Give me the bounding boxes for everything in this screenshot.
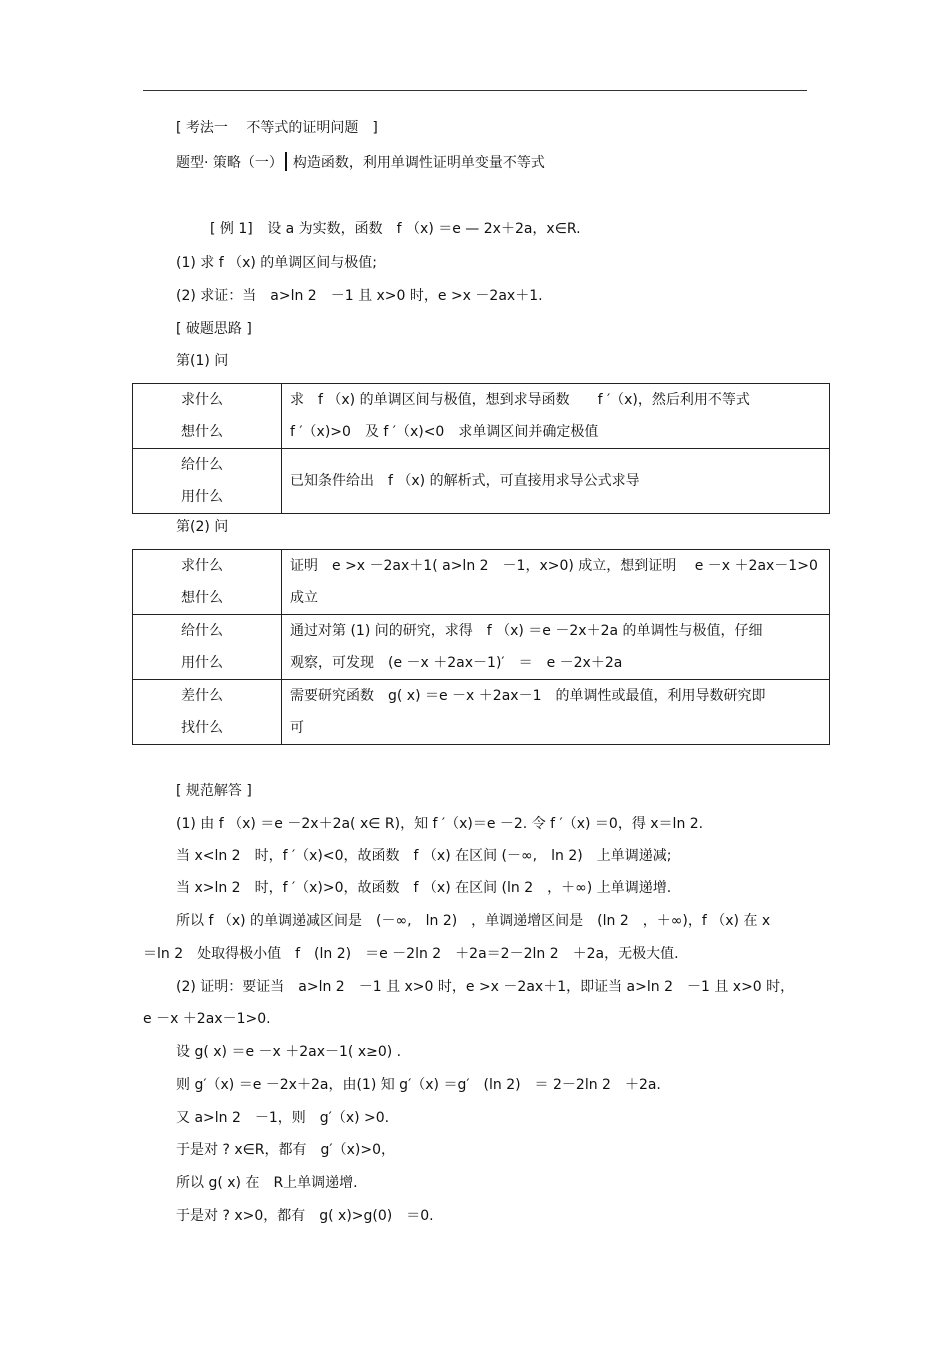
row-label: 找什么 — [181, 720, 223, 736]
row-label-cell — [133, 680, 282, 745]
solution-line: 所以 f （x) 的单调递减区间是 (－∞, ln 2) ，单调递增区间是 (ln 2 ，＋∞)，f （x) 在 x — [176, 913, 771, 929]
solution-line: (1) 由 f （x) ＝e －2x＋2a( x∈ R)，知 f ′（x)＝e －2. 令 f ′（x) ＝0，得 x＝ln 2. — [176, 816, 704, 832]
row-text: 通过对第 (1) 问的研究，求得 f （x) ＝e －2x＋2a 的单调性与极值，仔细 — [290, 623, 763, 639]
row-text: 需要研究函数 g( x) ＝e －x ＋2ax－1 的单调性或最值，利用导数研究即 — [290, 688, 766, 704]
row-content-cell — [282, 615, 830, 680]
analysis-table-1 — [132, 383, 830, 514]
example-line — [210, 220, 581, 238]
row-label: 想什么 — [181, 424, 223, 440]
strategy-prefix: 题型· 策略（一） — [176, 155, 283, 171]
row-text: 证明 e >x －2ax＋1( a>ln 2 －1，x>0) 成立，想到证明 e －x ＋2ax－1>0 — [290, 558, 818, 574]
solution-line: 设 g( x) ＝e －x ＋2ax－1( x≥0) . — [176, 1044, 402, 1060]
strategy-divider — [285, 152, 287, 171]
table-row — [133, 449, 830, 514]
solution-line: 又 a>ln 2 －1，则 g′（x) >0. — [176, 1110, 390, 1126]
question-2: (2) 求证：当 a>ln 2 －1 且 x>0 时，e >x －2ax＋1. — [176, 288, 543, 304]
row-content-cell — [282, 449, 830, 514]
solution-line: 当 x>ln 2 时，f ′（x)>0，故函数 f （x) 在区间 (ln 2 ，＋∞) 上单调递增. — [176, 880, 672, 896]
solution-line: 于是对 ? x∈R，都有 g′（x)>0， — [176, 1142, 395, 1158]
solution-line: ＝ln 2 处取得极小值 f (ln 2) ＝e －2ln 2 ＋2a＝2－2ln 2 ＋2a，无极大值. — [143, 946, 679, 962]
table-row — [133, 680, 830, 745]
row-text: f ′（x)>0 及 f ′（x)<0 求单调区间并确定极值 — [290, 424, 599, 440]
solution-line: e －x ＋2ax－1>0. — [143, 1011, 271, 1027]
row-text: 成立 — [290, 590, 318, 606]
analysis-heading: [ 破题思路 ] — [176, 321, 252, 337]
top-rule — [143, 90, 807, 91]
table-row — [133, 384, 830, 449]
row-label: 想什么 — [181, 590, 223, 606]
row-label: 求什么 — [181, 558, 223, 574]
row-label-cell — [133, 550, 282, 615]
strategy-line — [176, 152, 545, 172]
solution-heading: [ 规范解答 ] — [176, 783, 252, 799]
analysis-table-2 — [132, 549, 830, 745]
row-label: 求什么 — [181, 392, 223, 408]
solution-line: 当 x<ln 2 时，f ′（x)<0，故函数 f （x) 在区间 (－∞, ln 2) 上单调递减; — [176, 848, 672, 864]
part-2-label: 第(2) 问 — [176, 519, 229, 535]
row-label: 用什么 — [181, 655, 223, 671]
row-content-cell — [282, 384, 830, 449]
example-label: [ 例 1] — [210, 221, 253, 237]
solution-line: 于是对 ? x>0，都有 g( x)>g(0) ＝0. — [176, 1208, 434, 1224]
row-text: 已知条件给出 f （x) 的解析式，可直接用求导公式求导 — [290, 473, 640, 489]
row-label: 给什么 — [181, 623, 223, 639]
solution-line: 所以 g( x) 在 R上单调递增. — [176, 1175, 358, 1191]
row-text: 求 f （x) 的单调区间与极值，想到求导函数 f ′（x)，然后利用不等式 — [290, 392, 750, 408]
row-text: 可 — [290, 720, 304, 736]
table-row — [133, 550, 830, 615]
example-statement: 设 a 为实数，函数 f （x) ＝e — 2x＋2a，x∈R. — [267, 221, 581, 237]
row-content-cell — [282, 550, 830, 615]
row-text: 观察，可发现 (e －x ＋2ax－1)′ ＝ e －2x＋2a — [290, 655, 623, 671]
row-label: 用什么 — [181, 489, 223, 505]
table-row — [133, 615, 830, 680]
row-label-cell — [133, 384, 282, 449]
row-label-cell — [133, 449, 282, 514]
solution-line: (2) 证明：要证当 a>ln 2 －1 且 x>0 时，e >x －2ax＋1，即证当 a>ln 2 －1 且 x>0 时， — [176, 979, 795, 995]
row-label: 给什么 — [181, 457, 223, 473]
question-1: (1) 求 f （x) 的单调区间与极值; — [176, 255, 378, 271]
row-label-cell — [133, 615, 282, 680]
row-content-cell — [282, 680, 830, 745]
solution-line: 则 g′（x) ＝e －2x＋2a，由(1) 知 g′（x) ＝g′ (ln 2) ＝ 2－2ln 2 ＋2a. — [176, 1077, 661, 1093]
section-title: [ 考法一 不等式的证明问题 ] — [176, 120, 378, 136]
row-label: 差什么 — [181, 688, 223, 704]
part-1-label: 第(1) 问 — [176, 353, 229, 369]
strategy-title: 构造函数，利用单调性证明单变量不等式 — [292, 155, 545, 171]
